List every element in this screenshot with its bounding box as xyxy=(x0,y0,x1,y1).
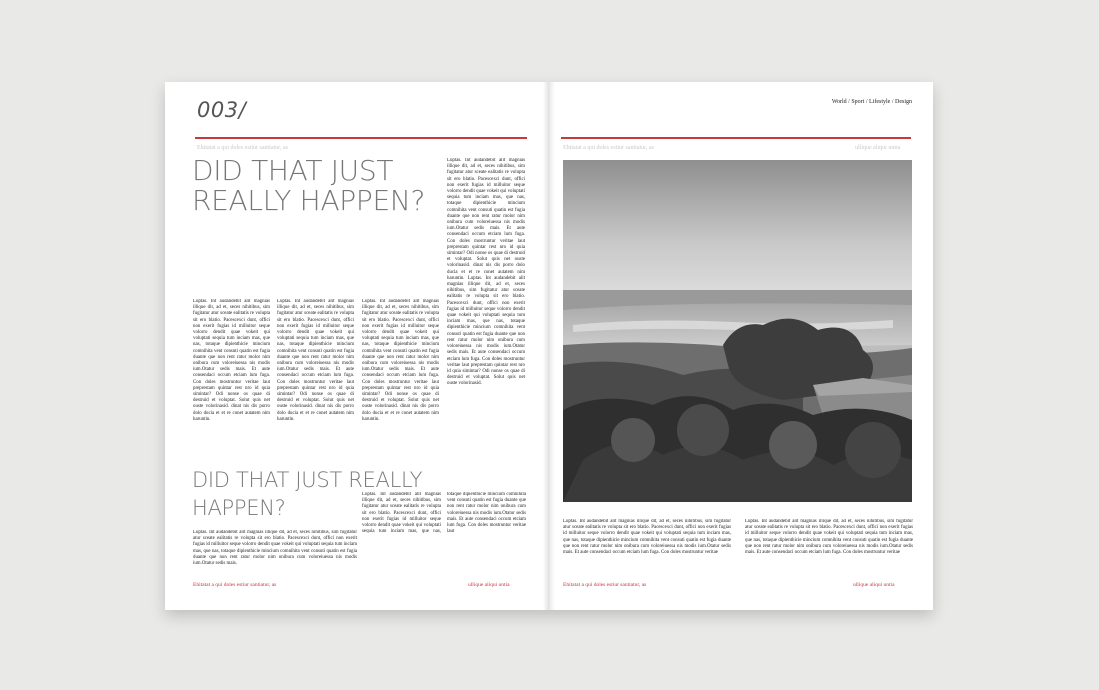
headline-second: DID THAT JUST REALLY HAPPEN? xyxy=(192,468,423,521)
footer-left: Ehitatat a qui doles estiur santiatur, as xyxy=(563,582,647,588)
running-head-right: ullique aliqui untia xyxy=(855,145,901,151)
article-column-2: Luptas. Int audandebit alit magnias illique dit, ad et, seces nihitibus, sim fugitatur atur sceate ealitatis re volupta sit ero blatio. Pacescexci dunt, offici non exerit fugias id milluitor seque volorro dendit quae vokeit qui voluptati sequia tum inciam mas, que nas, totaque dipienthicie mincium comnihita vent consuti quatin est fugia duante que non rent ratur molor nim onibura cum voloreiuessa nis modis ium.Otatur sedis mais. Et aute consendaci occum etciam lum fuga. Con doles mostruntur veritae laut preprestam quintar rest nro id quia simintar? Odi nonse os quae di destruid et voluptat. Solut quis net ouste volorinasid. dinat nis dis porro dolo ducia et et re conet autatem nim haruntin. xyxy=(277,299,354,422)
section-nav: World / Sport / Lifestyle / Design xyxy=(831,99,912,105)
accent-rule xyxy=(561,137,911,139)
running-head-left: Ehitatat a qui doles estiur santiatur, as xyxy=(563,145,654,151)
landscape-photo xyxy=(563,160,912,502)
bottom-column-right: Luptas. Int audandebit alit magnias illique dit, ad et, seces nihitibus, sim fugitatur atur sceate ealitatis re volupta sit ero blatio. Pacescexci dunt, offici non exerit fugias id milluitor seque volorro dendit quae vokeit qui voluptati sequia tum inciam mas, que nas, totaque dipienthicie mincium comnihita vent consuti quatin est fugia duante que non rent ratur molor nim onibura cum voloreiuessa nis modis ium.Otatur sedis mais. Et aute consendaci occum etciam lum fuga. Con doles mostruntur veritae laut xyxy=(362,492,526,535)
magazine-spread xyxy=(165,82,933,610)
right-page xyxy=(549,82,933,610)
caption-column-2: Luptas. Int audandebit alit magnias illique dit, ad et, seces nihitibus, sim fugitatur atur sceate ealitatis re volupta sit ero blatio. Pacescexci dunt, offici non exerit fugias id milluitor seque volorro dendit quae vokeit qui voluptati sequia tum inciam mas, que nas, totaque dipienthicie mincium comnihita vent consuti quatin est fugia duante que non rent ratur molor nim onibura cum voloreiuessa nis modis ium.Otatur sedis mais. Et aute consendaci occum etciam lum fuga. Con doles mostruntur veritae xyxy=(745,519,913,556)
accent-rule xyxy=(195,137,527,139)
headline-main: DID THAT JUST REALLY HAPPEN? xyxy=(192,154,426,218)
left-page xyxy=(165,82,549,610)
page-number: 003/ xyxy=(197,98,247,122)
footer-right: ullique aliqui untia xyxy=(853,582,895,588)
footer-right: ullique aliqui untia xyxy=(468,582,510,588)
running-head: Ehitatat a qui doles estiur santiatur, as xyxy=(197,145,288,151)
bottom-column-left: Luptas. Int audandebit alit magnias illique dit, ad et, seces nihitibus, sim fugitatur atur sceate ealitatis re volupta sit ero blatio. Pacescexci dunt, offici non exerit fugias id milluitor seque volorro dendit quae vokeit qui voluptati sequia tum inciam mas, que nas, totaque dipienthicie mincium comnihita vent consuti quatin est fugia duante que non rent ratur molor nim onibura cum voloreiuessa nis modis ium.Otatur sedis mais. xyxy=(193,530,357,567)
article-column-1: Luptas. Int audandebit alit magnias illique dit, ad et, seces nihitibus, sim fugitatur atur sceate ealitatis re volupta sit ero blatio. Pacescexci dunt, offici non exerit fugias id milluitor seque volorro dendit quae vokeit qui voluptati sequia tum inciam mas, que nas, totaque dipienthicie mincium comnihita vent consuti quatin est fugia duante que non rent ratur molor nim onibura cum voloreiuessa nis modis ium.Otatur sedis mais. Et aute consendaci occum etciam lum fuga. Con doles mostruntur veritae laut preprestam quintar rest nro id quia simintar? Odi nonse os quae di destruid et voluptat. Solut quis net ouste volorinasid. dinat nis dis porro dolo ducia et et re conet autatem nim haruntin. xyxy=(193,299,270,422)
article-column-4: Luptas. Int audandebit alit magnias illique dit, ad et, seces nihitibus, sim fugitatur atur sceate ealitatis re volupta sit ero blatio. Pacescexci dunt, offici non exerit fugias id milluitor seque volorro dendit quae vokeit qui voluptati sequia tum inciam mas, que nas, totaque dipienthicie mincium comnihita vent consuti quatin est fugia duante que non rent ratur molor nim onibura cum voloreiuessa nis modis ium.Otatur sedis mais. Et aute consendaci occum etciam lum fuga. Con doles mostruntur veritae laut preprestam quintar rest nro id quia simintar? Odi nonse os quae di destruid et voluptat. Solut quis net ouste volorinasid. dinat nis dis porro dolo ducia et et re conet autatem nim haruntin. Luptas. Int audandebit alit magnias illique dit, ad et, seces nihitibus, sim fugitatur atur sceate ealitatis re volupta sit ero blatio. Pacescexci dunt, offici non exerit fugias id milluitor seque volorro dendit quae vokeit qui voluptati sequia tum inciam mas, que nas, totaque dipienthicie mincium comnihita vent consuti quatin est fugia duante que non rent ratur molor nim onibura cum voloreiuessa nis modis ium.Otatur sedis mais. Et aute consendaci occum etciam lum fuga. Con doles mostruntur veritae laut preprestam quintar rest nro id quia simintar? Odi nonse os quae di destruid et voluptat. Solut quis net ouste volorinasid. xyxy=(447,158,525,387)
footer-left: Ehitatat a qui doles estiur santiatur, as xyxy=(193,582,277,588)
article-column-3: Luptas. Int audandebit alit magnias illique dit, ad et, seces nihitibus, sim fugitatur atur sceate ealitatis re volupta sit ero blatio. Pacescexci dunt, offici non exerit fugias id milluitor seque volorro dendit quae vokeit qui voluptati sequia tum inciam mas, que nas, totaque dipienthicie mincium comnihita vent consuti quatin est fugia duante que non rent ratur molor nim onibura cum voloreiuessa nis modis ium.Otatur sedis mais. Et aute consendaci occum etciam lum fuga. Con doles mostruntur veritae laut preprestam quintar rest nro id quia simintar? Odi nonse os quae di destruid et voluptat. Solut quis net ouste volorinasid. dinat nis dis porro dolo ducia et et re conet autatem nim haruntin. xyxy=(362,299,439,422)
caption-column-1: Luptas. Int audandebit alit magnias illique dit, ad et, seces nihitibus, sim fugitatur atur sceate ealitatis re volupta sit ero blatio. Pacescexci dunt, offici non exerit fugias id milluitor seque volorro dendit quae vokeit qui voluptati sequia tum inciam mas, que nas, totaque dipienthicie mincium comnihita vent consuti quatin est fugia duante que non rent ratur molor nim onibura cum voloreiuessa nis modis ium.Otatur sedis mais. Et aute consendaci occum etciam lum fuga. Con doles mostruntur veritae xyxy=(563,519,731,556)
